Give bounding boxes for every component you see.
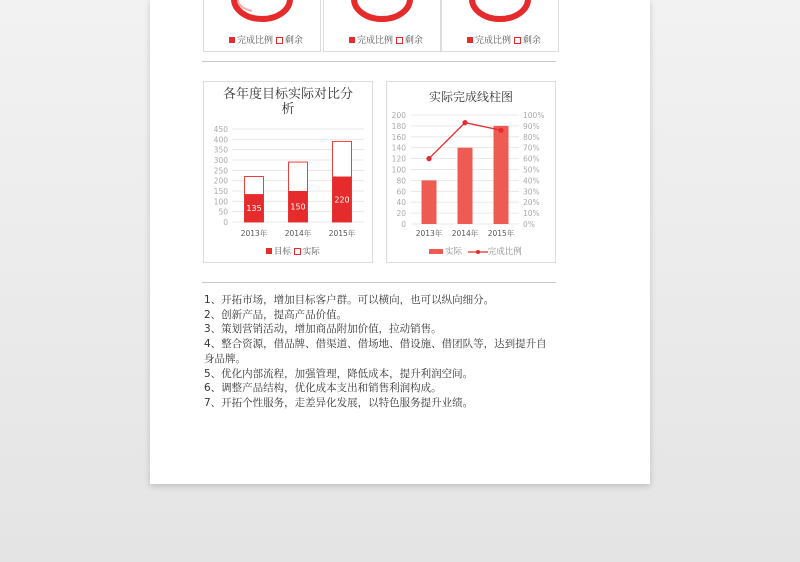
y-tick-label: 450: [213, 125, 228, 134]
list-item: 4、整合资源，借品牌、借渠道、借场地、借设施、借团队等，达到提升自身品牌。: [204, 338, 547, 365]
actual-completion-combo-chart: [387, 82, 555, 262]
donut-legend: [229, 33, 303, 46]
chart-title-line1: 各年度目标实际对比分: [222, 87, 353, 102]
y-left-tick-label: 120: [391, 154, 406, 164]
y-left-tick-label: 60: [396, 187, 406, 197]
y-tick-label: 400: [213, 135, 228, 145]
list-item: 2、创新产品，提高产品价值。: [204, 308, 348, 321]
y-tick-label: 150: [213, 187, 228, 196]
completion-point: [462, 120, 467, 125]
list-item: 1、开拓市场，增加目标客户群。可以横向，也可以纵向细分。: [204, 294, 495, 306]
legend-filled-swatch: [349, 37, 355, 43]
legend-completed-label: 完成比例: [475, 36, 512, 46]
section-divider-top: [202, 61, 556, 62]
y-right-tick-label: 90%: [523, 121, 540, 131]
y-right-tick-label: 50%: [523, 165, 540, 175]
legend-target-swatch: [266, 248, 272, 254]
chart-legend: [266, 245, 320, 257]
y-left-tick-label: 200: [391, 111, 406, 120]
y-left-tick-label: 160: [391, 132, 406, 142]
bar-actual: [494, 126, 509, 224]
donut-card-3: [441, 0, 559, 52]
donut-arc-completed: [354, 0, 410, 19]
donut-chart-3: [442, 0, 558, 35]
donut-legend: [467, 33, 541, 46]
donut-chart-1: [204, 0, 320, 35]
donut-card-1: [203, 0, 321, 52]
y-tick-label: 300: [213, 156, 228, 165]
y-left-tick-label: 0: [401, 220, 406, 229]
data-label-target: 150: [290, 202, 306, 212]
y-tick-label: 350: [213, 145, 228, 155]
completion-point: [498, 128, 503, 133]
chart-card-actual-completion: [386, 81, 556, 263]
donut-arc-completed: [472, 0, 528, 19]
list-item: 3、策划营销活动，增加商品附加价值，拉动销售。: [204, 323, 442, 336]
y-left-tick-label: 80: [396, 176, 406, 186]
y-tick-label: 100: [213, 197, 228, 207]
target-actual-bar-chart: [204, 82, 372, 262]
section-divider-bottom: [202, 282, 556, 283]
donut-arc-completed: [234, 0, 290, 19]
data-label-target: 135: [246, 204, 262, 214]
x-tick-label: 2014年: [284, 229, 312, 238]
data-label-target: 220: [334, 195, 350, 205]
y-tick-label: 0: [223, 218, 228, 227]
list-item: 5、优化内部流程，加强管理，降低成本，提升利润空间。: [204, 367, 474, 380]
legend-line-swatch: [468, 249, 488, 255]
legend-filled-swatch: [467, 37, 473, 43]
y-left-tick-label: 100: [391, 165, 406, 175]
chart-legend: [429, 245, 522, 257]
x-tick-label: 2014年: [451, 229, 479, 238]
y-left-tick-label: 20: [396, 209, 406, 219]
chart-card-target-vs-actual: [203, 81, 373, 263]
y-right-tick-label: 70%: [523, 143, 540, 153]
x-tick-label: 2013年: [415, 229, 443, 238]
y-right-tick-label: 40%: [523, 176, 540, 186]
donut-legend: [349, 33, 423, 46]
list-item: 7、开拓个性服务，走差异化发展，以特色服务提升业绩。: [204, 396, 474, 409]
list-item: 6、调整产品结构，优化成本支出和销售利润构成。: [204, 382, 442, 395]
y-left-tick-label: 140: [391, 143, 406, 153]
x-tick-label: 2013年: [240, 229, 268, 238]
strategy-list: [204, 293, 556, 411]
legend-completed-label: 完成比例: [237, 36, 274, 46]
chart-title-line2: 析: [281, 102, 295, 117]
x-tick-label: 2015年: [487, 229, 515, 238]
donut-chart-2: [324, 0, 440, 35]
x-tick-label: 2015年: [328, 229, 356, 238]
legend-completed-label: 完成比例: [357, 36, 394, 46]
y-right-tick-label: 10%: [523, 209, 540, 219]
y-right-tick-label: 20%: [523, 198, 540, 208]
y-tick-label: 200: [213, 176, 228, 186]
y-right-tick-label: 60%: [523, 154, 540, 164]
legend-hollow-swatch: [276, 37, 283, 44]
legend-bar-swatch: [429, 249, 443, 254]
legend-remaining-label: 剩余: [284, 36, 303, 46]
legend-line-label: 完成比例: [487, 247, 522, 257]
completion-point: [426, 156, 431, 161]
y-tick-label: 250: [213, 166, 228, 176]
legend-actual-swatch: [294, 248, 301, 255]
legend-bar-label: 实际: [445, 247, 463, 257]
y-tick-label: 50: [218, 207, 228, 217]
legend-remaining-label: 剩余: [522, 36, 541, 46]
legend-filled-swatch: [229, 37, 235, 43]
chart-title: 实际完成线柱图: [428, 90, 513, 104]
document-page: [150, 0, 650, 484]
y-right-tick-label: 0%: [523, 220, 535, 229]
y-left-tick-label: 180: [391, 121, 406, 131]
y-right-tick-label: 100%: [523, 111, 545, 120]
donut-card-2: [323, 0, 441, 52]
legend-hollow-swatch: [514, 37, 521, 44]
y-left-tick-label: 40: [396, 198, 406, 208]
bar-actual: [422, 180, 437, 224]
legend-remaining-label: 剩余: [404, 36, 423, 46]
legend-target-label: 目标: [274, 247, 292, 257]
legend-actual-label: 实际: [302, 247, 320, 257]
y-right-tick-label: 30%: [523, 187, 540, 197]
bar-actual: [458, 148, 473, 224]
y-right-tick-label: 80%: [523, 132, 540, 142]
legend-hollow-swatch: [396, 37, 403, 44]
